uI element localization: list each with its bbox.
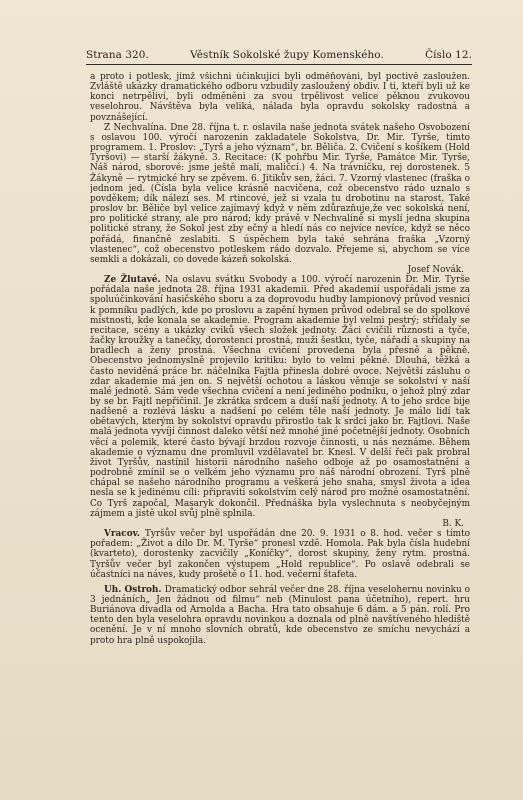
issue-number: Číslo 12. [425, 49, 472, 61]
paragraph-lead: Ze Žlutavé. [104, 275, 166, 286]
paragraph [90, 529, 470, 580]
paragraph [90, 275, 470, 519]
paragraph [90, 123, 470, 265]
paragraph [90, 72, 470, 123]
signature-text: Josef Novák. [407, 264, 464, 275]
paragraph-lead: Uh. Ostroh. [104, 584, 165, 595]
page-number: Strana 320. [86, 49, 149, 61]
paragraph-text: Tyršův večer byl uspořádán dne 20. 9. 1931 o 8. hod. večer s tímto pořadem: „Život a dílo Dr. M. Tyrše“ pronesl vzdě. Homola. Pak byla čísla hudební (kvarteto), dorostenky zacvičily „Koníčky“, dorost skupiny, ženy rytm. prostná. Tyršův večer byl zakončen výstupem „Hold republice“. Po oslavě odebrali se účastníci na náves, kudy prošetě o 11. hod. večerní štafeta. [90, 529, 470, 580]
paragraph [90, 585, 470, 646]
journal-title: Věstník Sokolské župy Komenského. [190, 49, 384, 61]
paragraph-text: Z Nechvalína. Dne 28. října t. r. oslavila naše jednota svátek našeho Osvobození s oslavou 100. výročí narozenin zakladatele Sokolstva, Dr. Mir. Tyrše, timto programem. 1. Proslov: „Tyrš a jeho význam“, br. Běliča. 2. Cvičení s košíkem (Hold Tyršovi) — starší žákyně. 3. Recitace: (K pohřbu Mir. Tyrše, Památce Mir. Tyrše, Náš národ, sborové: jsme ještě malí, maličcí.) 4. Na trávníčku, rej dorostenek. 5 Žákyně — rytmické hry se zpěvem. 6. Jitikův sen, žáci. 7. Vzorný vlastenec (fraška o jednom jed. (Čísla byla velice krásně nacvičena, což obecenstvo rádo uznalo s povděkem; dík nálezí ses. M rtincové, jež si vzala tu drobotinu na starost. Také proslov br. Běliče byl velice zajímavý když v něm zdůrazňuje,že vec sokolská není, pro politické strany, ale pro národ; kdy právě v Nechvalíně si myslí jedna skupina politické strany, že Sokol jest zby ečný a hledí nás co nejvíce nevíce, když se něco pořádá, finančně zeslabiti. S úspěchem byla také sehrána fraška „Vzorný vlastenec“, což obecenstvo potleskem rádo dozvalo. Přejeme si, abychom se více semkli a dokázali, co dovede kázeň sokolská. [90, 122, 470, 265]
signature [90, 265, 464, 275]
running-header [86, 49, 472, 61]
paragraph-lead: Vracov. [104, 529, 145, 540]
paragraph-text: Na oslavu svátku Svobody a 100. výročí narozenin Dr. Mir. Tyrše pořádala naše jednota 28. října 1931 akademii. Před akademií uspořádali jsme za spoluúčinkování hasičského sboru a za doprovodu hudby lampionový průvod vesnicí k pomníku padlých, kde po proslovu a zapění hymen průvod odebral se do spolkové místnosti, kde konala se akademie. Program akademie byl velmi pestrý; střídaly se recitace, scény a ukázky cviků všech složek jednoty. Žáci cvičili různosti a tyče, žačky kroužky a tanečky, dorostenci prostná, muži šestku, tyče, nářadí a skupiny na bradlech a ženy prostná. Všechna cvičení provedena byla přesně a pěkně. Obecenstvo jednomyslně projevilo kritiku: bylo to velmi pěkné. Dlouhá, těžká a často neviděná práce br. náčelníka Fajtla přinesla dobré ovoce. Největší zásluhu o zdar akademie má jen on. S největší ochotou a láskou věnuje se sokolství v naší malé jednotě. Sám vede všechna cvičení a není jediného podniku, o jehož plný zdar by se br. Fajtl nepřičinil. Je zkrátka srdcem a duší naší jednoty. A to jeho srdce bije nadšeně a rozlévá lásku a nadšení po celém těle naší jednoty. Je málo lidí tak obětavých, kterým by sokolství opravdu přirostlo tak k srdci jako br. Fajtlovi. Naše malá jednota vyvíjí činnost daleko větší než mnohé jiné početnější jednoty. Osobních věcí a polemik, které často bývají brzdou rozvoje činnosti, u nás neznáme. Během akademie o významu dne promluvil vzdělavatel br. Knesl. V delší řeči pak probral život Tyršův, nastínil historii národního našeho odboje až po osamostatnění a podrobně zmínil se o velkém jeho významu pro náš národní obrození. Tyrš plně chápal se našeho národního programu a veškerá jeho snaha, smysl života a idea nesla se k jedinému cíli: připraviti sokolstvím celý národ pro možné osamostatnění. Co Tyrš započal, Masaryk dokončil. Přednáška byla vyslechnuta s neobyčejným zájmem a jistě ukol svůj plně splnila. [90, 275, 470, 519]
header-rule [86, 64, 472, 65]
article-body [90, 72, 470, 762]
signature-text: B. K. [442, 518, 464, 529]
paragraph-text: Dramatický odbor sehrál večer dne 28. října veselohernu novinku o 3 jednáních„ Jen žádnou od filmu“ neb (Minulost pana účetního), repert. hru Buriánova divadla od Arnolda a Bacha. Hra tato obsahuje 6 dám. a 5 pán. rolí. Pro tento den byla veselohra opravdu novinkou a doznala od plně navštíveného hlediště ocenění. Je v ní mnoho slovních obratů, kde obecenstvo ze smíchu nevychází a proto hra plně uspokojila. [90, 584, 470, 646]
paragraph-text: a proto i potlesk, jímž všichni účinkující byli odměňováni, byl poctivě zasloužen. Zvláště ukázky dramatického odboru vzbudily zasloužený obdiv. I ti, kteří byli už ke konci netrpěliví, byli odměněni za svou trpělivost velice pěknou zvukovou veselohrou. Návštěva byla veliká, nálada byla opravdu sokolsky radostná a povznášející. [90, 72, 470, 123]
signature [90, 519, 464, 529]
